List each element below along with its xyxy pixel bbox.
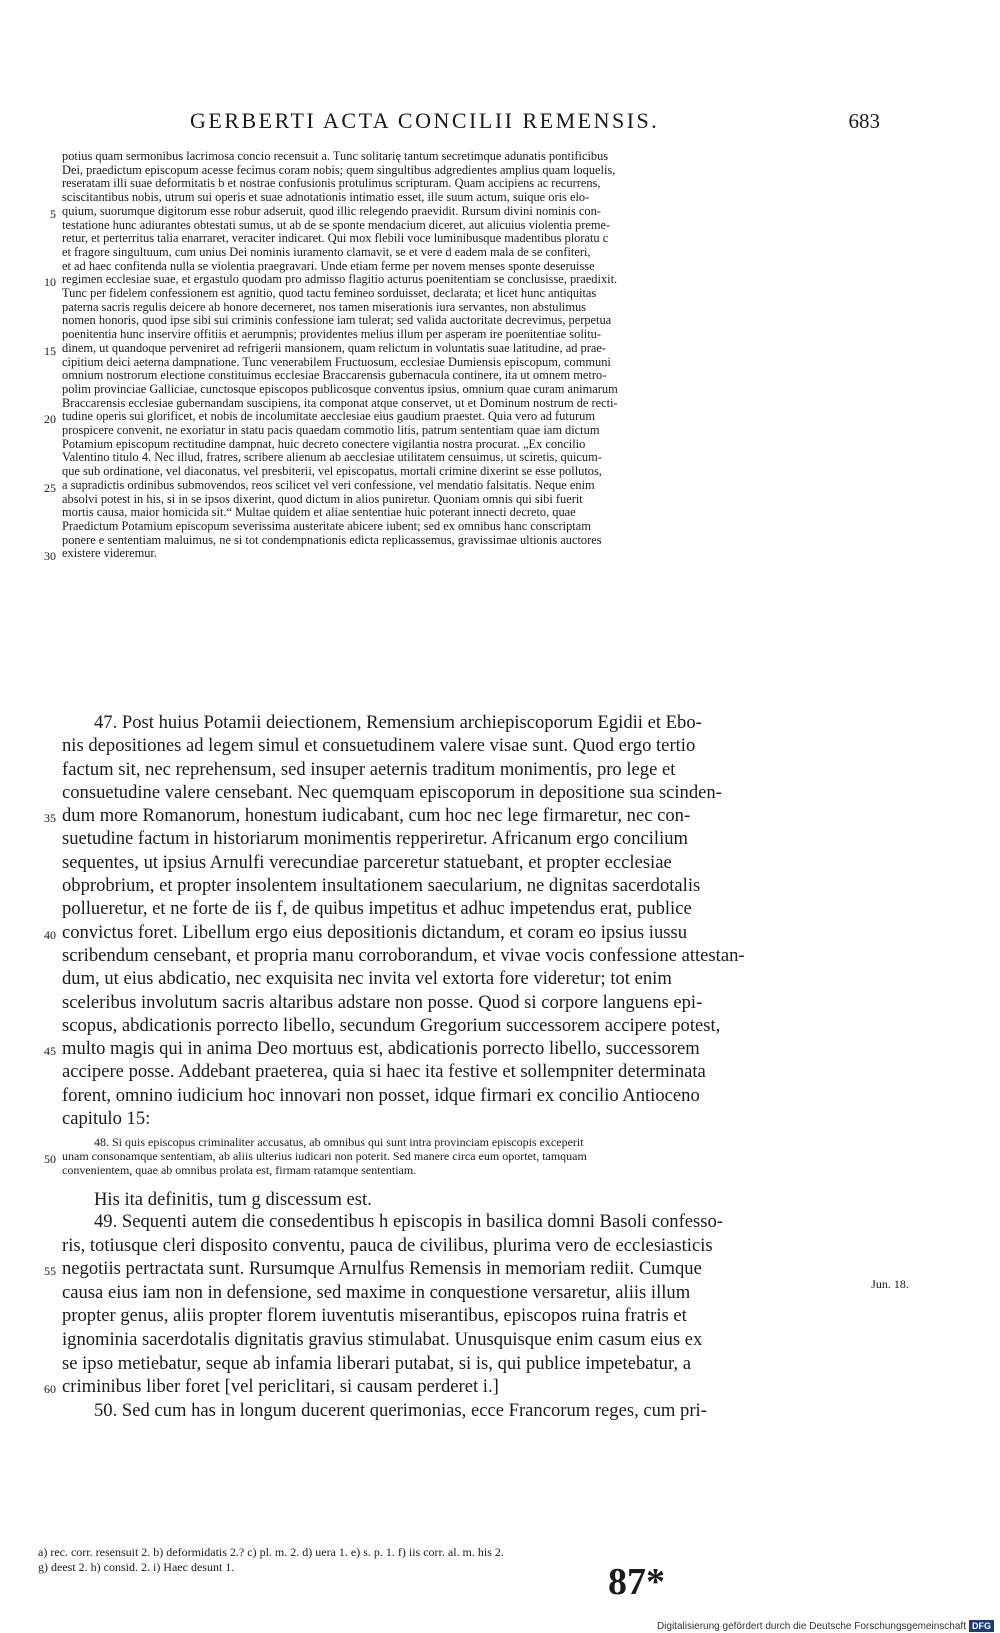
line-text: regimen ecclesiae suae, et ergastulo quodam pro admisso flagitio acturus poenitentiam se conclusisse, praedixit. xyxy=(62,272,618,287)
line-text: tudine operis sui glorificet, et nobis de incolumitate aecclesiae eius gaudium praestet. Quia vero ad futurum xyxy=(62,409,595,424)
text-line xyxy=(62,734,877,757)
line-text: Braccarensis ecclesiae gubernandam suscipiens, ita componat atque conservet, ut et Dominum nostrum de recti- xyxy=(62,395,618,410)
footnotes xyxy=(38,1545,838,1575)
line-text: se ipso metiebatur, seque ab infamia liberari putabat, si is, qui publice impetebatur, a xyxy=(62,1352,691,1374)
text-line xyxy=(62,897,877,920)
running-head xyxy=(190,108,880,134)
text-line xyxy=(62,314,877,328)
paragraph-49 xyxy=(44,1210,877,1422)
line-text: Tunc per fidelem confessionem est agnitio, quod tactu femineo sorduisset, declarata; et licet hunc antiquitas xyxy=(62,286,597,301)
line-text: criminibus liber foret [vel periclitari, si causam perderet i.] xyxy=(62,1376,499,1398)
line-text: capitulo 15: xyxy=(62,1108,151,1130)
text-line xyxy=(44,804,877,827)
line-text: 47. Post huius Potamii deiectionem, Remensium archiepiscoporum Egidii et Ebo- xyxy=(94,712,702,733)
text-line xyxy=(62,1107,877,1130)
running-title: GERBERTI ACTA CONCILII REMENSIS. xyxy=(190,108,660,133)
text-line xyxy=(44,1257,877,1281)
line-text: negotiis pertractata sunt. Rursumque Arnulfus Remensis in memoriam rediit. Cumque xyxy=(62,1258,702,1280)
line-text: factum sit, nec reprehensum, sed insuper aeternis traditum monimentis, pro lege et xyxy=(62,758,676,780)
text-line xyxy=(62,1304,877,1328)
line-text: prospicere convenit, ne exoriatur in statu pacis quaedam commotio litis, patrum sententiam quae iam dictum xyxy=(62,423,600,438)
line-number: 25 xyxy=(44,480,56,495)
text-line xyxy=(44,1149,877,1166)
text-line xyxy=(62,520,877,534)
line-number: 40 xyxy=(44,927,56,942)
line-number: 20 xyxy=(44,412,56,427)
page-number: 683 xyxy=(848,109,880,133)
line-text: His ita definitis, tum g discessum est. xyxy=(94,1189,372,1210)
line-text: mortis causa, maior homicida sit.“ Multae quidem et aliae sententiae huic poterant innecti decreto, quae xyxy=(62,505,576,520)
text-line xyxy=(62,1135,877,1149)
text-line xyxy=(62,424,877,438)
text-line xyxy=(62,851,877,874)
line-text: unam consonamque sententiam, ab aliis ulterius iudicari non poterit. Sed manere circa eum oportet, tamquam xyxy=(62,1149,587,1163)
line-text: convictus foret. Libellum ergo eius depositionis dictandum, et coram eo ipsius iussu xyxy=(62,921,688,943)
line-text: 48. Si quis episcopus criminaliter accusatus, ab omnibus qui sunt intra provinciam episcopis exceperit xyxy=(94,1135,584,1149)
line-text: pollueretur, et ne forte de iis f, de quibus impetitus et adhuc impetendus erat, publice xyxy=(62,898,692,920)
line-text: testatione hunc adiurantes obtestati sumus, ut ab de se sponte mendacium diceret, aut alicuius violentia preme- xyxy=(62,217,611,232)
line-text: Praedictum Potamium episcopum severissima austeritate abicere iubent; sed ex omnibus hanc conscriptam xyxy=(62,518,591,533)
line-text: a supradictis ordinibus submovendos, reos scilicet vel veri confessione, vel mendatio falsitatis. Neque enim xyxy=(62,477,595,492)
text-line xyxy=(44,1037,877,1060)
line-text: convenientem, quae ab omnibus prolata est, firmam ratamque sententiam. xyxy=(62,1163,417,1177)
line-text: Dei, praedictum episcopum acesse fecimus coram nobis; quem singultibus adgredientes amplius quam loquelis, xyxy=(62,162,616,177)
line-number: 50 xyxy=(44,1152,56,1166)
line-text: dum more Romanorum, honestum iudicabant, cum hoc nec lege firmaretur, nec con- xyxy=(62,805,691,827)
line-text: ignominia sacerdotalis dignitatis gravius stimulabat. Unusquisque enim casum eius ex xyxy=(62,1328,703,1350)
dfg-logo: DFG xyxy=(969,1620,994,1632)
line-text: Potamium episcopum rectitudine dampnat, huic decreto conectere vigilantia nostra procurat. „Ex concilio xyxy=(62,436,586,451)
text-line xyxy=(62,534,877,548)
text-line xyxy=(44,340,877,358)
text-line xyxy=(62,1188,877,1211)
text-line xyxy=(62,438,877,452)
text-line xyxy=(62,874,877,897)
text-line xyxy=(62,1234,877,1258)
line-text: accipere posse. Addebant praeterea, quia si haec ita festive et sollempniter determinata xyxy=(62,1061,706,1083)
line-text: scopus, abdicationis porrecto libello, secundum Gregorium successorem accipere potest, xyxy=(62,1014,721,1036)
text-line xyxy=(62,328,877,342)
text-line xyxy=(62,451,877,465)
line-text: ponere e sententiam maluimus, ne si tot condempnationis edicta replicassemus, gravissimae ultionis auctores xyxy=(62,532,602,547)
line-text: paterna sacris regulis deicere ab honore decerneret, nos tamen miserationis iura servantes, non abstulimus xyxy=(62,299,587,314)
line-text: dum, ut eius abdicatio, nec exquisita nec invita vel extorta fore videretur; tot enim xyxy=(62,968,672,990)
line-text: absolvi potest in his, si in se ipsos dixerint, quod dictum in alios puniretur. Quoniam omnis qui sibi fuerit xyxy=(62,491,583,506)
line-text: 49. Sequenti autem die consedentibus h episcopis in basilica domni Basoli confesso- xyxy=(94,1211,723,1232)
line-number: 10 xyxy=(44,275,56,290)
text-line xyxy=(62,506,877,520)
line-number: 60 xyxy=(44,1382,56,1397)
text-line xyxy=(50,203,877,221)
line-text: consuetudine valere censebant. Nec quemquam episcoporum in depositione sua scinden- xyxy=(62,781,722,803)
funding-text: Digitalisierung gefördert durch die Deutsche Forschungsgemeinschaft xyxy=(656,1620,966,1632)
text-line xyxy=(62,827,877,850)
footnote-line: g) deest 2. h) consid. 2. i) Haec desunt 1. xyxy=(38,1560,235,1574)
text-line xyxy=(44,409,877,427)
text-line xyxy=(62,1328,877,1352)
funding-footer xyxy=(657,1620,994,1632)
line-text: cipitium deici aeterna dampnatione. Tunc venerabilem Fructuosum, ecclesiae Dumiensis episcopum, communi xyxy=(62,354,611,369)
text-line xyxy=(62,383,877,397)
line-text: scribendum censebant, et propria manu corroborandum, et vivae vocis confessione attestan- xyxy=(62,944,745,966)
text-line xyxy=(62,944,877,967)
text-line xyxy=(62,1281,877,1305)
line-text: sciscitantibus nobis, utrum sui operis et suae adnotationis intimatio esset, ille suum actum, suique oris elo- xyxy=(62,190,590,205)
line-text: suetudine factum in historiarum monimentis repperiretur. Africanum ergo concilium xyxy=(62,828,689,850)
signature-mark: 87* xyxy=(608,1561,665,1603)
paragraph-his-ita xyxy=(62,1188,877,1211)
text-line xyxy=(62,1084,877,1107)
line-text: Valentino titulo 4. Nec illud, fratres, scribere alienum ab aecclesiae utilitatem censuimus, ut sciretis, quicum- xyxy=(62,450,602,465)
text-line xyxy=(62,1014,877,1037)
line-text: et fragore singultuum, cum unius Dei nominis iuramento clamavit, se et vere d eadem mala de se confiteri, xyxy=(62,244,591,259)
line-text: ris, totiusque cleri disposito conventu, pauca de civilibus, plurima vero de ecclesiasticis xyxy=(62,1234,713,1256)
text-line xyxy=(44,546,877,564)
line-text: que sub ordinatione, vel diaconatus, vel presbiterii, vel episcopatus, mortali crimine dixerint se esse pollutos, xyxy=(62,464,602,479)
line-number: 55 xyxy=(44,1264,56,1279)
text-line xyxy=(62,781,877,804)
paragraph-47 xyxy=(44,711,877,1130)
text-line xyxy=(62,1210,877,1234)
line-number: 5 xyxy=(50,206,56,221)
footnote-line: a) rec. corr. resensuit 2. b) deformidatis 2.? c) pl. m. 2. d) uera 1. e) s. p. 1. f) iis corr. al. m. his 2. xyxy=(38,1545,504,1559)
line-text: causa eius iam non in defensione, sed maxime in conquestione versaretur, aliis illum xyxy=(62,1281,691,1303)
text-line xyxy=(62,1060,877,1083)
text-line xyxy=(62,177,877,191)
line-text: 50. Sed cum has in longum ducerent querimonias, ecce Francorum reges, cum pri- xyxy=(94,1399,707,1421)
line-text: quium, suorumque digitorum esse robur adseruit, quod illic relegendo praevidit. Rursum divini nominis con- xyxy=(62,203,601,218)
text-line xyxy=(44,1375,877,1399)
line-text: polim provinciae Galliciae, cunctosque episcopos publicosque conventus ipsius, omnium quae curam animarum xyxy=(62,381,618,396)
line-text: nis depositiones ad legem simul et consuetudinem valere visae sunt. Quod ergo tertio xyxy=(62,735,696,757)
text-line xyxy=(62,493,877,507)
line-text: sequentes, ut ipsius Arnulfi verecundiae parceretur statuebant, et propter ecclesiae xyxy=(62,851,672,873)
text-line xyxy=(44,272,877,290)
line-text: propter genus, aliis propter florem iuventutis miserantibus, episcopos ruina fratris et xyxy=(62,1305,687,1327)
text-line xyxy=(62,967,877,990)
line-text: omnium nostrorum electione constituimus ecclesiae Braccarensis gubernacula continere, ita ut omnem metro- xyxy=(62,368,607,383)
line-text: poenitentia hunc inservire offitiis et aerumpnis; providentes melius illum per asperam ire poenitentiae solitu- xyxy=(62,327,601,342)
text-line xyxy=(62,260,877,274)
line-number: 45 xyxy=(44,1044,56,1059)
paragraph-46-end xyxy=(44,149,877,564)
line-text: forent, omnino iudicium hoc innovari non posset, idque firmari ex concilio Antioceno xyxy=(62,1084,700,1106)
line-number: 15 xyxy=(44,343,56,358)
text-line xyxy=(62,1399,877,1423)
line-text: nomen honoris, quod ipse sibi sui criminis confessione iam tulerat; sed valida auctoritate decrevimus, perpetua xyxy=(62,313,612,328)
text-line xyxy=(62,301,877,315)
margin-date-note: Jun. 18. xyxy=(871,1277,909,1291)
line-text: reseratam illi suae deformitatis b et nostrae confusionis protulimus scripturam. Quam accipiens ac recurrens, xyxy=(62,176,601,191)
text-line xyxy=(62,356,877,370)
line-number: 30 xyxy=(44,549,56,564)
line-text: multo magis qui in anima Deo mortuus est, abdicationis porrecto libello, successorem xyxy=(62,1038,700,1060)
line-number: 35 xyxy=(44,811,56,826)
text-line xyxy=(44,921,877,944)
text-line xyxy=(62,711,877,734)
text-line xyxy=(62,287,877,301)
text-line xyxy=(62,191,877,205)
text-line xyxy=(62,758,877,781)
text-line xyxy=(62,232,877,246)
line-text: retur, et perterritus talia enarraret, veraciter indicaret. Qui mox flebili voce luminibusque madentibus ploratu c xyxy=(62,231,609,246)
text-line xyxy=(62,369,877,383)
text-line xyxy=(62,219,877,233)
text-line xyxy=(62,246,877,260)
text-line xyxy=(62,991,877,1014)
line-text: existere videremur. xyxy=(62,546,157,561)
text-line xyxy=(62,397,877,411)
text-line xyxy=(62,164,877,178)
line-text: sceleribus involutum sacris altaribus adstare non posse. Quod si corpore languens epi- xyxy=(62,991,703,1013)
line-text: obprobrium, et propter insolentem insultationem saecularium, ne dignitas sacerdotalis xyxy=(62,875,701,897)
text-line xyxy=(62,150,877,164)
line-text: et ad haec confitenda nulla se violentia praegravari. Unde etiam ferme per novem menses sponte deseruisse xyxy=(62,258,595,273)
line-text: potius quam sermonibus lacrimosa concio recensuit a. Tunc solitarię tantum secretimque adunatis pontificibus xyxy=(62,149,609,163)
line-text: dinem, ut quandoque perveniret ad refrigerii mansionem, quam relictum in voluntatis suae latitudine, ad prae- xyxy=(62,340,606,355)
text-line xyxy=(62,1163,877,1177)
text-line xyxy=(62,1352,877,1376)
text-line xyxy=(44,477,877,495)
text-line xyxy=(62,465,877,479)
canon-48 xyxy=(44,1135,877,1177)
